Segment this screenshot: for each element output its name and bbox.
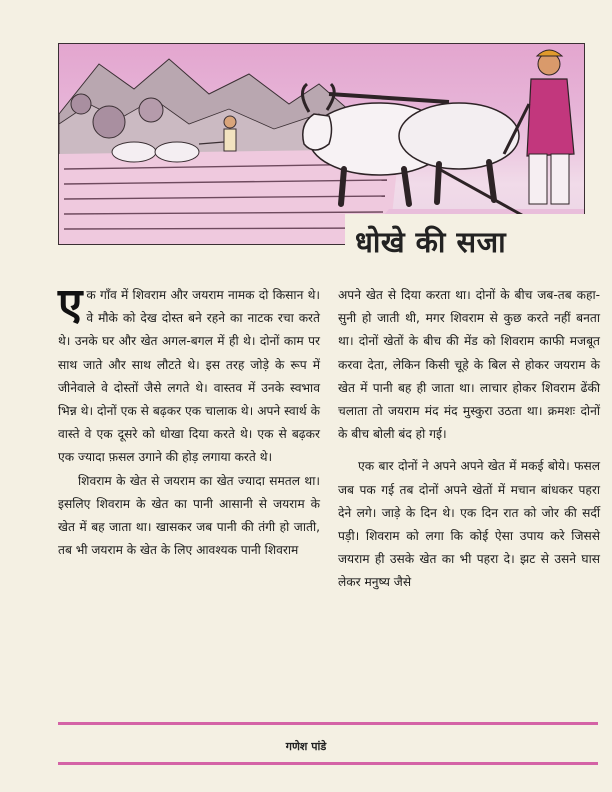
paragraph: शिवराम के खेत से जयराम का खेत ज्यादा समतल था। इसलिए शिवराम के खेत का पानी आसानी से जयराम के खेत में बह जाता था। खासकर जब पानी की तंगी हो जाती, तब भी जयराम के खेत के लिए आवश्यक पानी शिवराम xyxy=(58,473,320,558)
author-name: गणेश पांडे xyxy=(285,740,327,753)
paragraph: अपने खेत से दिया करता था। दोनों के बीच जब-तब कहा-सुनी हो जाती थी, मगर शिवराम से कुछ करते नहीं बनता था। दोनों खेतों के बीच की मेंड को शिवराम काफी मजबूत करवा देता, लेकिन किसी चूहे के बिल से होकर जयराम के खेत में पानी बह ही जाता था। लाचार होकर शिवराम ढेंकी चलाता तो जयराम मंद मंद मुस्कुरा उठता था। क्रमशः दोनों के बीच बोली बंद हो गई। xyxy=(338,288,600,442)
paragraph: एक बार दोनों ने अपने अपने खेत में मकई बोये। फसल जब पक गई तब दोनों अपने खेतों में मचान बांधकर पहरा देने लगे। जाड़े के दिन थे। एक दिन रात को जोर की सर्दी पड़ी। शिवराम को लगा कि कोई ऐसा उपाय करे जिससे जयराम ही उसके खेत का भी पहरा दे। झट से उसने घास लेकर मनुष्य जैसे xyxy=(338,459,600,590)
paragraph xyxy=(58,279,320,470)
text-column-left xyxy=(58,279,320,562)
text-column-right xyxy=(338,284,600,595)
drop-cap: ए xyxy=(58,279,83,330)
paragraph-text: क गाँव में शिवराम और जयराम नामक दो किसान थे। वे मौके को देख दोस्त बने रहने का नाटक रचा करते थे। उनके घर और खेत अगल-बगल में ही थे। दोनों काम पर साथ जाते और साथ लौटते थे। इस तरह जोड़े के रूप में जीनेवाले वे दोस्तों जैसे लगते थे। वास्तव में उनके स्वभाव भिन्न थे। दोनों एक से बढ़कर एक चालाक थे। अपने स्वार्थ के वास्ते वे एक दूसरे को धोखा दिया करते थे। एक से बढ़कर एक ज्यादा फ़सल उगाने की होड़ लगाया करते थे। xyxy=(58,288,320,465)
divider-bottom xyxy=(58,762,598,765)
divider-top xyxy=(58,722,598,725)
story-title: धोखे की सजा xyxy=(355,225,507,259)
